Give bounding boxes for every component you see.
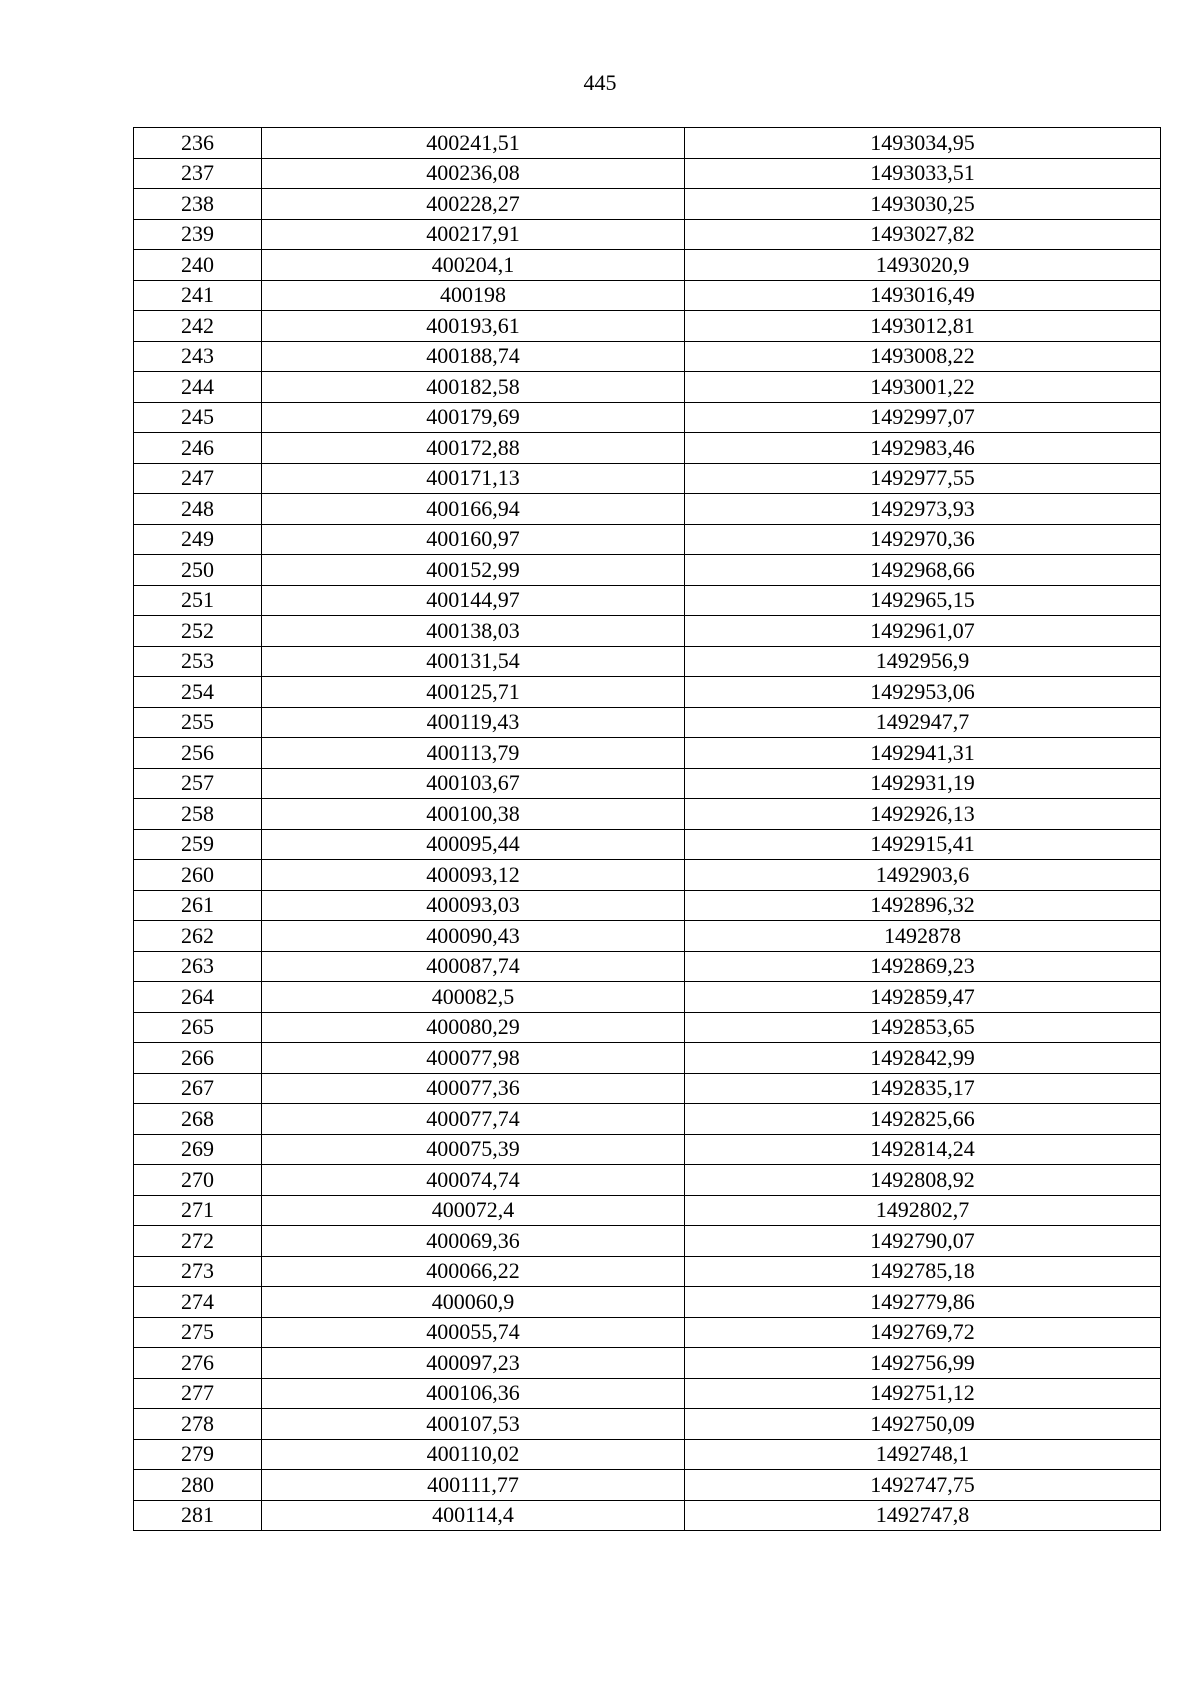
table-row xyxy=(134,585,1161,616)
y-coordinate-cell: 1492983,46 xyxy=(685,433,1161,464)
point-number-cell: 258 xyxy=(134,799,262,830)
table-row xyxy=(134,1409,1161,1440)
table-row xyxy=(134,311,1161,342)
x-coordinate-cell: 400103,67 xyxy=(262,768,685,799)
point-number-cell: 270 xyxy=(134,1165,262,1196)
point-number-cell: 245 xyxy=(134,402,262,433)
table-row xyxy=(134,189,1161,220)
point-number-cell: 277 xyxy=(134,1378,262,1409)
point-number-cell: 237 xyxy=(134,158,262,189)
point-number-cell: 269 xyxy=(134,1134,262,1165)
y-coordinate-cell: 1492947,7 xyxy=(685,707,1161,738)
x-coordinate-cell: 400097,23 xyxy=(262,1348,685,1379)
table-row xyxy=(134,128,1161,159)
table-row xyxy=(134,860,1161,891)
table-row xyxy=(134,951,1161,982)
point-number-cell: 279 xyxy=(134,1439,262,1470)
y-coordinate-cell: 1493016,49 xyxy=(685,280,1161,311)
x-coordinate-cell: 400082,5 xyxy=(262,982,685,1013)
y-coordinate-cell: 1493020,9 xyxy=(685,250,1161,281)
y-coordinate-cell: 1492965,15 xyxy=(685,585,1161,616)
y-coordinate-cell: 1492961,07 xyxy=(685,616,1161,647)
point-number-cell: 243 xyxy=(134,341,262,372)
table-row xyxy=(134,829,1161,860)
table-row xyxy=(134,1256,1161,1287)
point-number-cell: 271 xyxy=(134,1195,262,1226)
page-number: 445 xyxy=(583,70,617,95)
y-coordinate-cell: 1493012,81 xyxy=(685,311,1161,342)
point-number-cell: 259 xyxy=(134,829,262,860)
x-coordinate-cell: 400077,36 xyxy=(262,1073,685,1104)
table-row xyxy=(134,1226,1161,1257)
x-coordinate-cell: 400060,9 xyxy=(262,1287,685,1318)
y-coordinate-cell: 1493033,51 xyxy=(685,158,1161,189)
x-coordinate-cell: 400152,99 xyxy=(262,555,685,586)
table-body xyxy=(134,128,1161,1531)
point-number-cell: 275 xyxy=(134,1317,262,1348)
x-coordinate-cell: 400072,4 xyxy=(262,1195,685,1226)
x-coordinate-cell: 400093,03 xyxy=(262,890,685,921)
table-row xyxy=(134,1500,1161,1531)
table-row xyxy=(134,707,1161,738)
table-row xyxy=(134,372,1161,403)
point-number-cell: 267 xyxy=(134,1073,262,1104)
point-number-cell: 257 xyxy=(134,768,262,799)
y-coordinate-cell: 1492896,32 xyxy=(685,890,1161,921)
y-coordinate-cell: 1493027,82 xyxy=(685,219,1161,250)
point-number-cell: 241 xyxy=(134,280,262,311)
y-coordinate-cell: 1492956,9 xyxy=(685,646,1161,677)
x-coordinate-cell: 400138,03 xyxy=(262,616,685,647)
x-coordinate-cell: 400228,27 xyxy=(262,189,685,220)
point-number-cell: 256 xyxy=(134,738,262,769)
point-number-cell: 248 xyxy=(134,494,262,525)
x-coordinate-cell: 400111,77 xyxy=(262,1470,685,1501)
x-coordinate-cell: 400171,13 xyxy=(262,463,685,494)
table-row xyxy=(134,921,1161,952)
y-coordinate-cell: 1492997,07 xyxy=(685,402,1161,433)
y-coordinate-cell: 1492878 xyxy=(685,921,1161,952)
table-row xyxy=(134,1378,1161,1409)
point-number-cell: 278 xyxy=(134,1409,262,1440)
table-row xyxy=(134,1012,1161,1043)
point-number-cell: 261 xyxy=(134,890,262,921)
x-coordinate-cell: 400160,97 xyxy=(262,524,685,555)
x-coordinate-cell: 400204,1 xyxy=(262,250,685,281)
x-coordinate-cell: 400107,53 xyxy=(262,1409,685,1440)
x-coordinate-cell: 400080,29 xyxy=(262,1012,685,1043)
y-coordinate-cell: 1492748,1 xyxy=(685,1439,1161,1470)
x-coordinate-cell: 400110,02 xyxy=(262,1439,685,1470)
y-coordinate-cell: 1492814,24 xyxy=(685,1134,1161,1165)
point-number-cell: 276 xyxy=(134,1348,262,1379)
x-coordinate-cell: 400114,4 xyxy=(262,1500,685,1531)
point-number-cell: 280 xyxy=(134,1470,262,1501)
table-row xyxy=(134,494,1161,525)
y-coordinate-cell: 1492750,09 xyxy=(685,1409,1161,1440)
x-coordinate-cell: 400069,36 xyxy=(262,1226,685,1257)
x-coordinate-cell: 400193,61 xyxy=(262,311,685,342)
y-coordinate-cell: 1493030,25 xyxy=(685,189,1161,220)
table-row xyxy=(134,1043,1161,1074)
y-coordinate-cell: 1492790,07 xyxy=(685,1226,1161,1257)
point-number-cell: 238 xyxy=(134,189,262,220)
point-number-cell: 255 xyxy=(134,707,262,738)
y-coordinate-cell: 1492779,86 xyxy=(685,1287,1161,1318)
y-coordinate-cell: 1492808,92 xyxy=(685,1165,1161,1196)
table-row xyxy=(134,677,1161,708)
x-coordinate-cell: 400100,38 xyxy=(262,799,685,830)
y-coordinate-cell: 1492968,66 xyxy=(685,555,1161,586)
table-row xyxy=(134,341,1161,372)
x-coordinate-cell: 400166,94 xyxy=(262,494,685,525)
y-coordinate-cell: 1492769,72 xyxy=(685,1317,1161,1348)
x-coordinate-cell: 400217,91 xyxy=(262,219,685,250)
y-coordinate-cell: 1492751,12 xyxy=(685,1378,1161,1409)
x-coordinate-cell: 400198 xyxy=(262,280,685,311)
x-coordinate-cell: 400077,98 xyxy=(262,1043,685,1074)
table-row xyxy=(134,1348,1161,1379)
y-coordinate-cell: 1492842,99 xyxy=(685,1043,1161,1074)
point-number-cell: 242 xyxy=(134,311,262,342)
x-coordinate-cell: 400144,97 xyxy=(262,585,685,616)
x-coordinate-cell: 400087,74 xyxy=(262,951,685,982)
x-coordinate-cell: 400113,79 xyxy=(262,738,685,769)
x-coordinate-cell: 400119,43 xyxy=(262,707,685,738)
point-number-cell: 251 xyxy=(134,585,262,616)
y-coordinate-cell: 1492953,06 xyxy=(685,677,1161,708)
y-coordinate-cell: 1492756,99 xyxy=(685,1348,1161,1379)
table-row xyxy=(134,1073,1161,1104)
point-number-cell: 246 xyxy=(134,433,262,464)
point-number-cell: 268 xyxy=(134,1104,262,1135)
y-coordinate-cell: 1492835,17 xyxy=(685,1073,1161,1104)
point-number-cell: 253 xyxy=(134,646,262,677)
x-coordinate-cell: 400241,51 xyxy=(262,128,685,159)
table-row xyxy=(134,524,1161,555)
point-number-cell: 264 xyxy=(134,982,262,1013)
table-row xyxy=(134,1195,1161,1226)
point-number-cell: 274 xyxy=(134,1287,262,1318)
point-number-cell: 249 xyxy=(134,524,262,555)
y-coordinate-cell: 1492941,31 xyxy=(685,738,1161,769)
x-coordinate-cell: 400188,74 xyxy=(262,341,685,372)
x-coordinate-cell: 400236,08 xyxy=(262,158,685,189)
point-number-cell: 244 xyxy=(134,372,262,403)
y-coordinate-cell: 1492931,19 xyxy=(685,768,1161,799)
point-number-cell: 239 xyxy=(134,219,262,250)
table-row xyxy=(134,280,1161,311)
x-coordinate-cell: 400093,12 xyxy=(262,860,685,891)
point-number-cell: 263 xyxy=(134,951,262,982)
point-number-cell: 240 xyxy=(134,250,262,281)
point-number-cell: 260 xyxy=(134,860,262,891)
table-row xyxy=(134,738,1161,769)
point-number-cell: 273 xyxy=(134,1256,262,1287)
point-number-cell: 266 xyxy=(134,1043,262,1074)
x-coordinate-cell: 400131,54 xyxy=(262,646,685,677)
coordinates-table xyxy=(133,127,1161,1531)
table-row xyxy=(134,799,1161,830)
point-number-cell: 281 xyxy=(134,1500,262,1531)
y-coordinate-cell: 1492747,8 xyxy=(685,1500,1161,1531)
table-row xyxy=(134,463,1161,494)
y-coordinate-cell: 1492970,36 xyxy=(685,524,1161,555)
x-coordinate-cell: 400125,71 xyxy=(262,677,685,708)
table-row xyxy=(134,1287,1161,1318)
y-coordinate-cell: 1493008,22 xyxy=(685,341,1161,372)
y-coordinate-cell: 1492869,23 xyxy=(685,951,1161,982)
x-coordinate-cell: 400077,74 xyxy=(262,1104,685,1135)
y-coordinate-cell: 1492802,7 xyxy=(685,1195,1161,1226)
x-coordinate-cell: 400182,58 xyxy=(262,372,685,403)
table-row xyxy=(134,1134,1161,1165)
table-row xyxy=(134,433,1161,464)
y-coordinate-cell: 1492853,65 xyxy=(685,1012,1161,1043)
table-row xyxy=(134,1470,1161,1501)
point-number-cell: 254 xyxy=(134,677,262,708)
table-row xyxy=(134,1104,1161,1135)
point-number-cell: 250 xyxy=(134,555,262,586)
table-row xyxy=(134,768,1161,799)
y-coordinate-cell: 1492747,75 xyxy=(685,1470,1161,1501)
y-coordinate-cell: 1493034,95 xyxy=(685,128,1161,159)
table-row xyxy=(134,250,1161,281)
x-coordinate-cell: 400075,39 xyxy=(262,1134,685,1165)
y-coordinate-cell: 1492915,41 xyxy=(685,829,1161,860)
table-row xyxy=(134,646,1161,677)
x-coordinate-cell: 400090,43 xyxy=(262,921,685,952)
y-coordinate-cell: 1493001,22 xyxy=(685,372,1161,403)
y-coordinate-cell: 1492785,18 xyxy=(685,1256,1161,1287)
point-number-cell: 265 xyxy=(134,1012,262,1043)
table-row xyxy=(134,219,1161,250)
table-row xyxy=(134,616,1161,647)
y-coordinate-cell: 1492859,47 xyxy=(685,982,1161,1013)
point-number-cell: 272 xyxy=(134,1226,262,1257)
table-row xyxy=(134,555,1161,586)
table-row xyxy=(134,158,1161,189)
x-coordinate-cell: 400172,88 xyxy=(262,433,685,464)
x-coordinate-cell: 400095,44 xyxy=(262,829,685,860)
point-number-cell: 262 xyxy=(134,921,262,952)
y-coordinate-cell: 1492825,66 xyxy=(685,1104,1161,1135)
x-coordinate-cell: 400106,36 xyxy=(262,1378,685,1409)
table-row xyxy=(134,402,1161,433)
point-number-cell: 236 xyxy=(134,128,262,159)
x-coordinate-cell: 400055,74 xyxy=(262,1317,685,1348)
table-row xyxy=(134,1439,1161,1470)
y-coordinate-cell: 1492903,6 xyxy=(685,860,1161,891)
x-coordinate-cell: 400074,74 xyxy=(262,1165,685,1196)
y-coordinate-cell: 1492973,93 xyxy=(685,494,1161,525)
point-number-cell: 247 xyxy=(134,463,262,494)
y-coordinate-cell: 1492977,55 xyxy=(685,463,1161,494)
x-coordinate-cell: 400066,22 xyxy=(262,1256,685,1287)
y-coordinate-cell: 1492926,13 xyxy=(685,799,1161,830)
table-row xyxy=(134,890,1161,921)
table-row xyxy=(134,1317,1161,1348)
x-coordinate-cell: 400179,69 xyxy=(262,402,685,433)
table-row xyxy=(134,1165,1161,1196)
table-row xyxy=(134,982,1161,1013)
point-number-cell: 252 xyxy=(134,616,262,647)
